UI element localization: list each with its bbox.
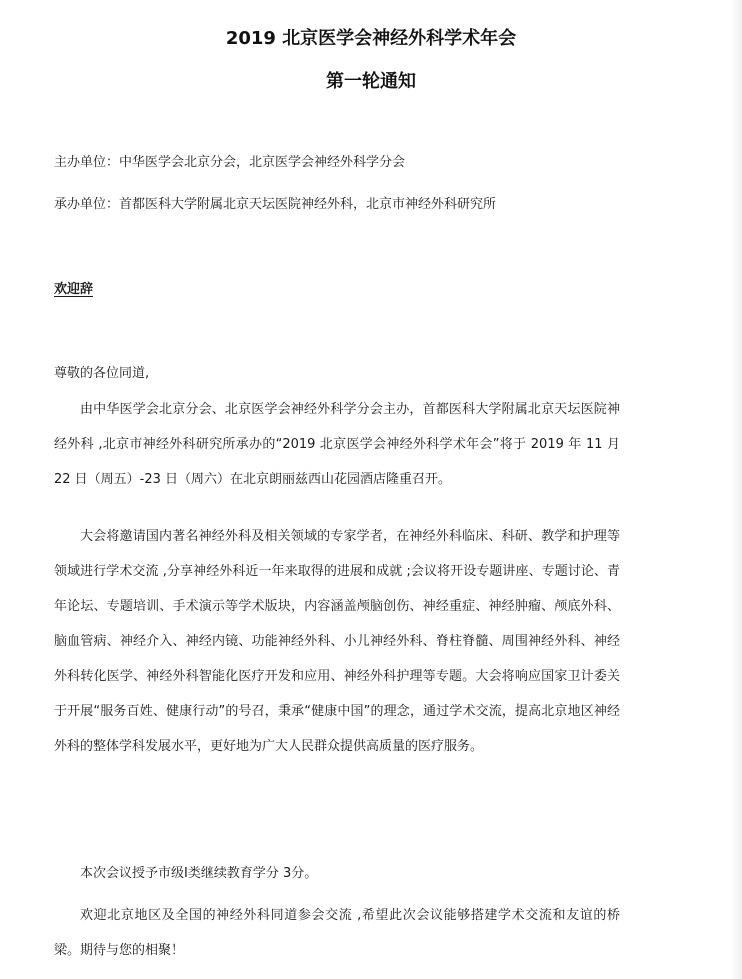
paragraph-closing: 欢迎北京地区及全国的神经外科同道参会交流 ,希望此次会议能够搭建学术交流和友谊的桥梁。期待与您的相聚！: [54, 908, 620, 958]
co-organizer-line: 承办单位：首都医科大学附属北京天坛医院神经外科，北京市神经外科研究所: [54, 197, 497, 212]
paragraph-intro: 由中华医学会北京分会、北京医学会神经外科学分会主办，首都医科大学附属北京天坛医院神经外科 ,北京市神经外科研究所承办的“2019 北京医学会神经外科学术年会”将于 2019 年 11 月 22 日（周五）-23 日（周六）在北京朗丽兹西山花园酒店隆重召开。: [54, 402, 620, 487]
document-subtitle: 第一轮通知: [326, 71, 416, 92]
welcome-heading: 欢迎辞: [54, 282, 94, 297]
document-title: 2019 北京医学会神经外科学术年会: [225, 28, 517, 49]
salutation: 尊敬的各位同道,: [54, 366, 150, 381]
organizer-line: 主办单位：中华医学会北京分会，北京医学会神经外科学分会: [54, 155, 406, 170]
paragraph-credits: 本次会议授予市级Ⅰ类继续教育学分 3分。: [80, 866, 318, 881]
paragraph-content: 大会将邀请国内著名神经外科及相关领域的专家学者，在神经外科临床、科研、教学和护理等领域进行学术交流 ,分享神经外科近一年来取得的进展和成就 ;会议将开设专题讲座、专题讨论、青年论坛、专题培训、手术演示等学术版块，内容涵盖颅脑创伤、神经重症、神经肿瘤、颅底外科、脑血管病、神经介入、神经内镜、功能神经外科、小儿神经外科、脊柱脊髓、周围神经外科、神经外科转化医学、神经外科智能化医疗开发和应用、神经外科护理等专题。大会将响应国家卫计委关于开展“服务百姓、健康行动”的号召，秉承“健康中国”的理念，通过学术交流，提高北京地区神经外科的整体学科发展水平，更好地为广大人民群众提供高质量的医疗服务。: [54, 529, 620, 754]
page-edge-shadow: [730, 0, 742, 979]
